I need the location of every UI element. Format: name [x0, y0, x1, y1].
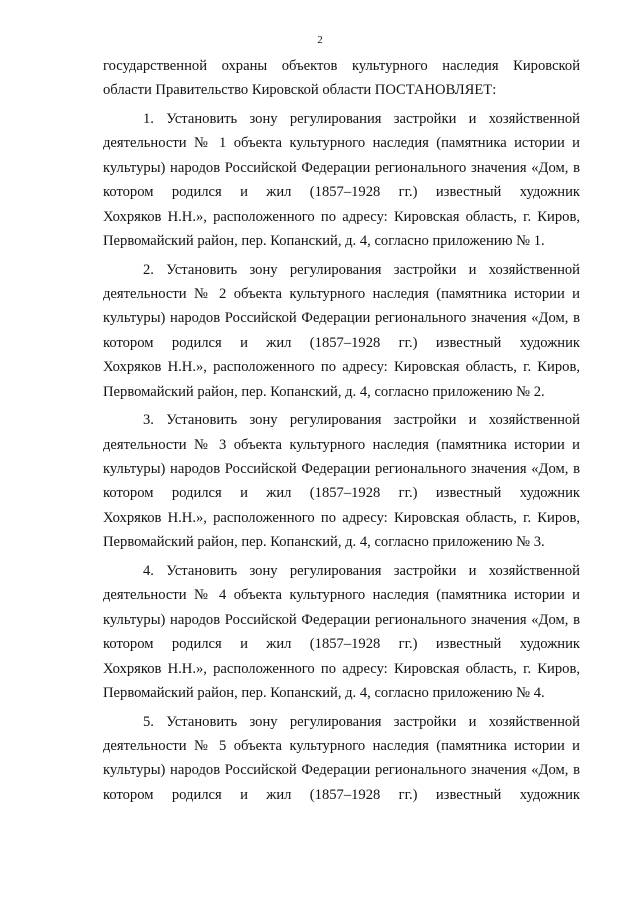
- text-line: котором родился и жил (1857–1928 гг.) известный художник: [103, 485, 580, 502]
- text-line: Хохряков Н.Н.», расположенного по адресу: Кировская область, г. Киров,: [103, 208, 580, 225]
- item-paragraph-4: [103, 559, 580, 705]
- item-paragraph-5: [103, 710, 580, 808]
- text-line: 5. Установить зону регулирования застройки и хозяйственной: [143, 713, 580, 730]
- item-paragraph-1: [103, 107, 580, 253]
- text-line: деятельности № 3 объекта культурного наследия (памятника истории и: [103, 436, 580, 453]
- text-line: 3. Установить зону регулирования застройки и хозяйственной: [143, 412, 580, 429]
- text-line: 4. Установить зону регулирования застройки и хозяйственной: [143, 562, 580, 579]
- text-line: деятельности № 4 объекта культурного наследия (памятника истории и: [103, 587, 580, 604]
- text-line: деятельности № 5 объекта культурного наследия (памятника истории и: [103, 737, 580, 754]
- item-paragraph-2: [103, 258, 580, 404]
- text-line: котором родился и жил (1857–1928 гг.) известный художник: [103, 786, 580, 803]
- text-line: Хохряков Н.Н.», расположенного по адресу: Кировская область, г. Киров,: [103, 660, 580, 677]
- text-line: котором родился и жил (1857–1928 гг.) известный художник: [103, 334, 580, 351]
- text-line: области Правительство Кировской области ПОСТАНОВЛЯЕТ:: [103, 82, 497, 99]
- text-line: культуры) народов Российской Федерации регионального значения «Дом, в: [103, 159, 580, 176]
- text-line: 1. Установить зону регулирования застройки и хозяйственной: [143, 111, 580, 127]
- intro-paragraph: [103, 54, 580, 103]
- text-line: культуры) народов Российской Федерации регионального значения «Дом, в: [103, 762, 580, 779]
- text-line: Первомайский район, пер. Копанский, д. 4, согласно приложению № 2.: [103, 383, 545, 400]
- text-line: Первомайский район, пер. Копанский, д. 4, согласно приложению № 1.: [103, 233, 545, 250]
- item-paragraph-3: [103, 408, 580, 554]
- text-line: государственной охраны объектов культурного наследия Кировской: [103, 58, 580, 74]
- text-line: Первомайский район, пер. Копанский, д. 4, согласно приложению № 4.: [103, 684, 545, 701]
- text-line: культуры) народов Российской Федерации регионального значения «Дом, в: [103, 461, 580, 478]
- text-line: Хохряков Н.Н.», расположенного по адресу: Кировская область, г. Киров,: [103, 509, 580, 526]
- text-line: Хохряков Н.Н.», расположенного по адресу: Кировская область, г. Киров,: [103, 359, 580, 376]
- text-line: 2. Установить зону регулирования застройки и хозяйственной: [143, 261, 580, 278]
- text-line: котором родился и жил (1857–1928 гг.) известный художник: [103, 636, 580, 653]
- text-line: деятельности № 2 объекта культурного наследия (памятника истории и: [103, 286, 580, 303]
- text-line: Первомайский район, пер. Копанский, д. 4, согласно приложению № 3.: [103, 534, 545, 551]
- text-line: культуры) народов Российской Федерации регионального значения «Дом, в: [103, 611, 580, 628]
- page-number: 2: [317, 34, 323, 46]
- text-line: культуры) народов Российской Федерации регионального значения «Дом, в: [103, 310, 580, 327]
- document-body: [103, 54, 580, 811]
- text-line: деятельности № 1 объекта культурного наследия (памятника истории и: [103, 135, 580, 152]
- text-line: котором родился и жил (1857–1928 гг.) известный художник: [103, 184, 580, 201]
